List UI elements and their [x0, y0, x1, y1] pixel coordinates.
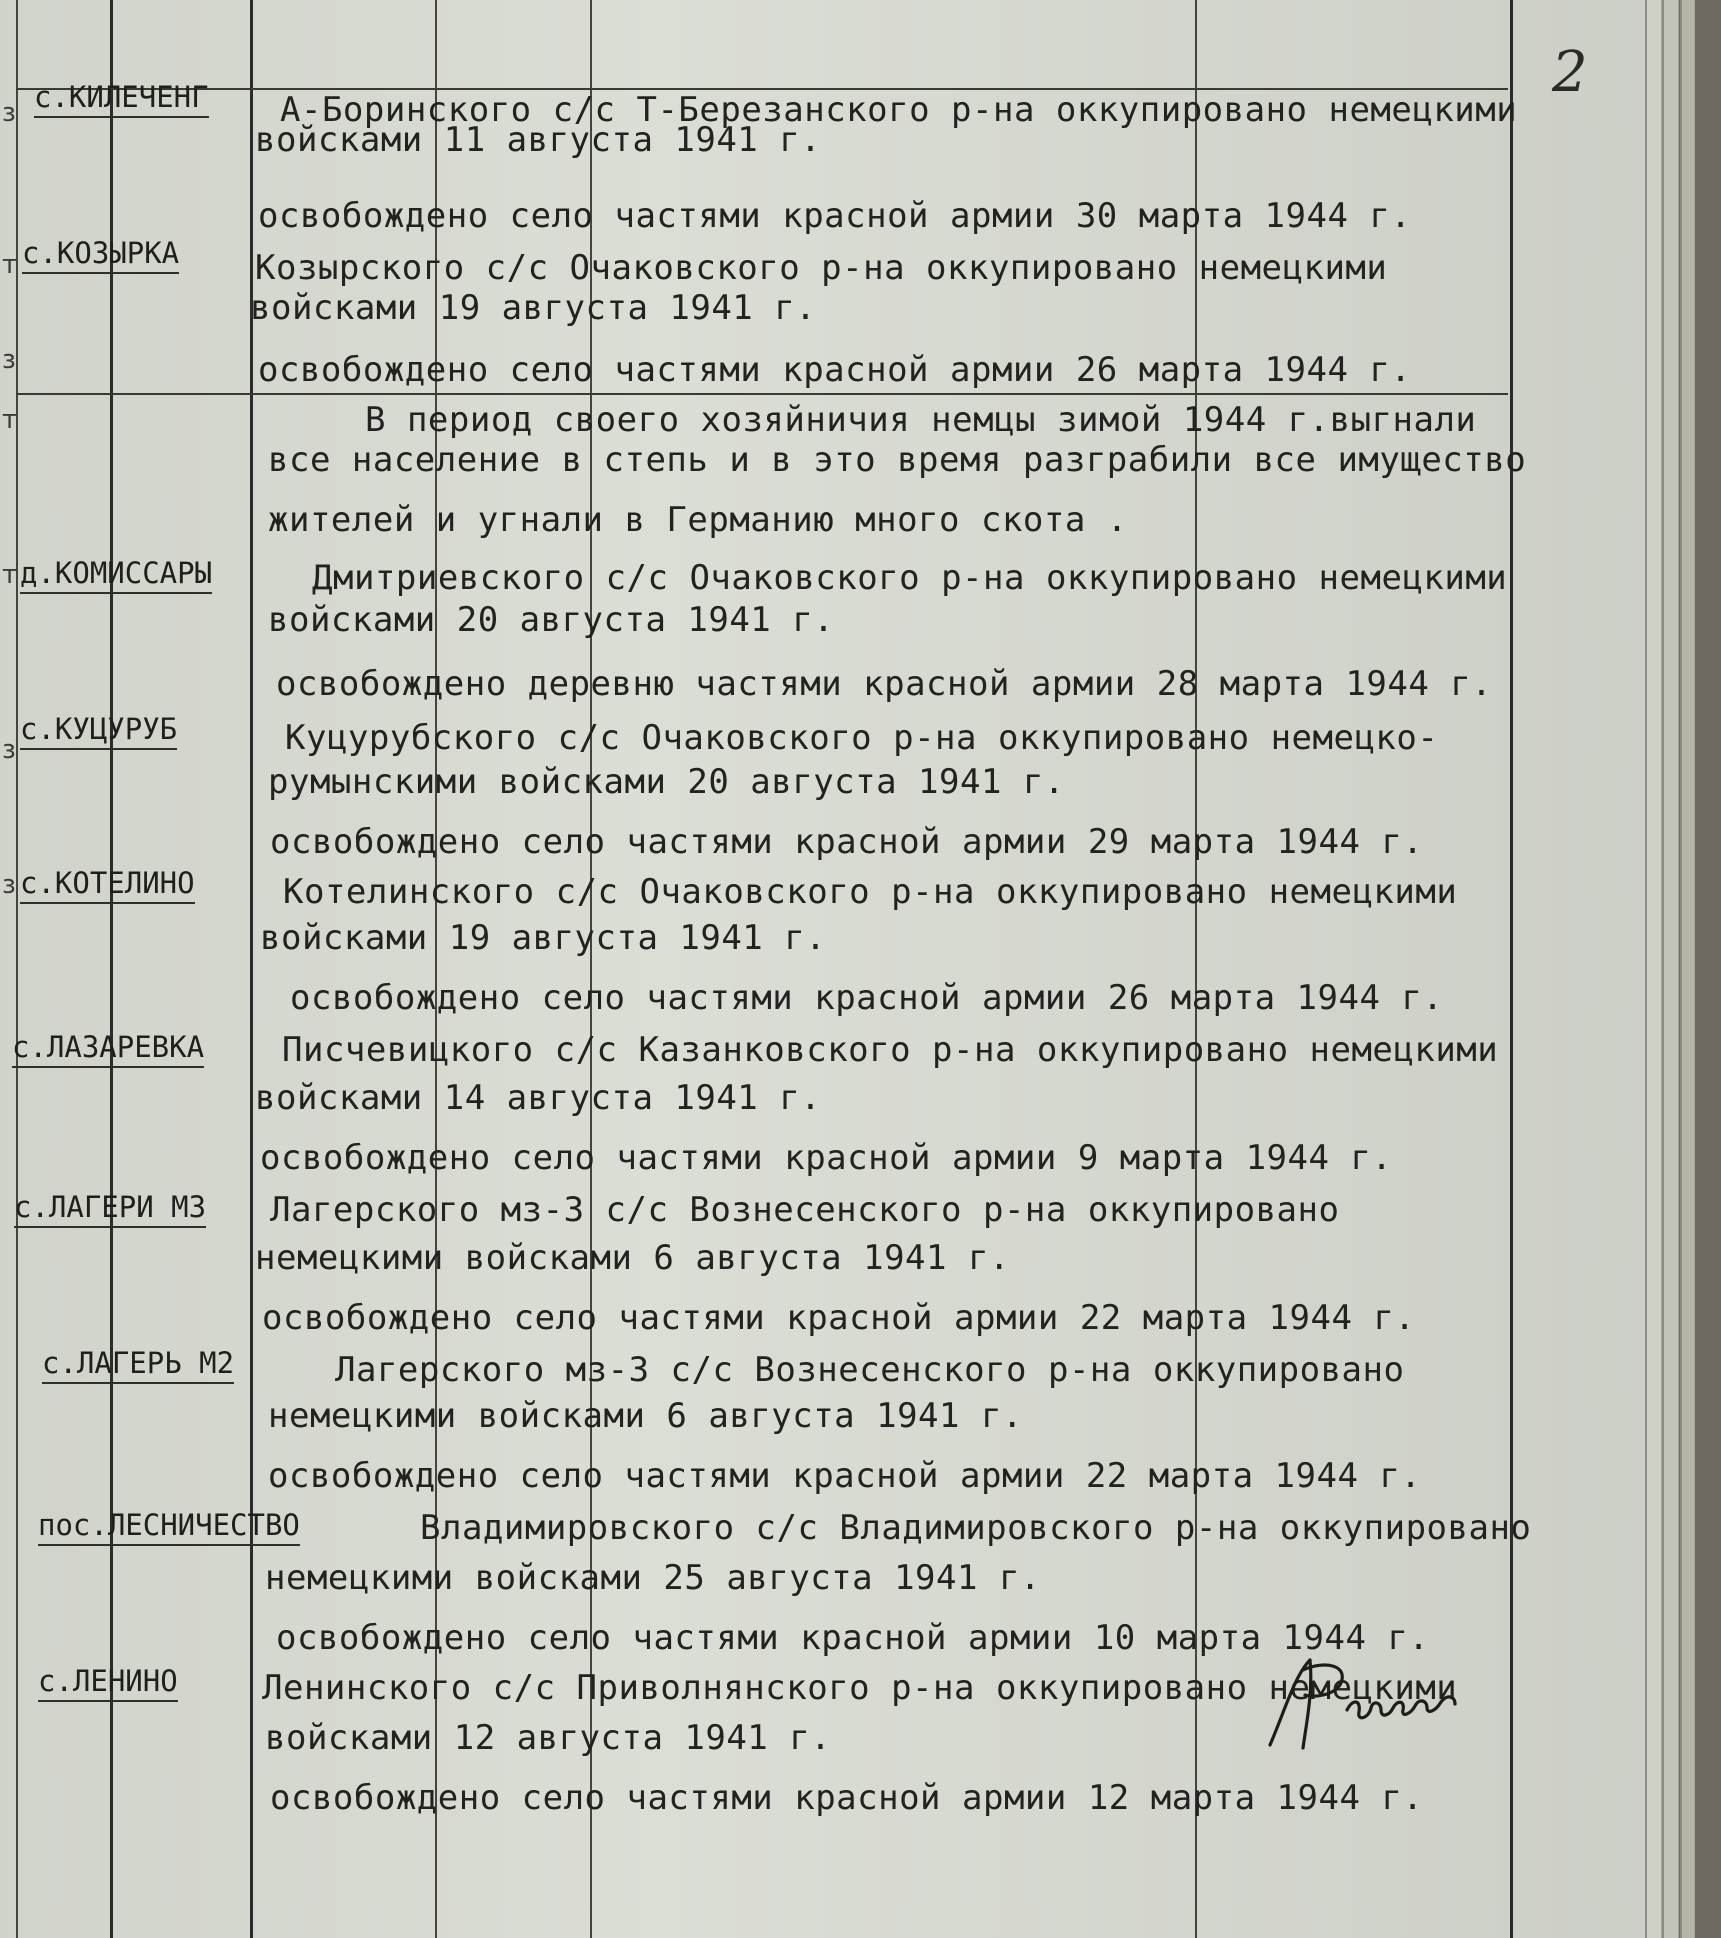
entry-line: освобождено деревню частями красной армии 28 марта 1944 г. [276, 664, 1493, 704]
section-rule [16, 393, 1508, 395]
margin-mark: з [2, 735, 16, 765]
note-line: все население в степь и в это время разграбили все имущество [268, 440, 1527, 480]
entry-line: освобождено село частями красной армии 26 марта 1944 г. [290, 978, 1444, 1018]
margin-mark: з [2, 870, 16, 900]
settlement-name: с.ЛАГЕРЬ М2 [42, 1346, 234, 1384]
entry-line: Козырского с/с Очаковского р-на оккупировано немецкими [255, 248, 1388, 288]
margin-mark: з [2, 345, 16, 375]
page-edge [1662, 0, 1679, 1938]
column-rule-1 [110, 0, 113, 1938]
settlement-name: с.ЛАГЕРИ МЗ [14, 1190, 206, 1228]
margin-mark: т [2, 250, 18, 280]
entry-line: немецкими войсками 6 августа 1941 г. [255, 1238, 1010, 1278]
entry-line: освобождено село частями красной армии 9 марта 1944 г. [260, 1138, 1393, 1178]
entry-line: Владимировского с/с Владимировского р-на оккупировано [420, 1508, 1532, 1548]
entry-line: войсками 14 августа 1941 г. [255, 1078, 822, 1118]
signature [1255, 1650, 1495, 1760]
entry-line: немецкими войсками 6 августа 1941 г. [268, 1396, 1023, 1436]
entry-line: войсками 12 августа 1941 г. [265, 1718, 832, 1758]
entry-line: Дмитриевского с/с Очаковского р-на оккупировано немецкими [312, 558, 1508, 598]
settlement-name: с.КИЛЕЧЕНГ [34, 80, 209, 118]
entry-line: войсками 11 августа 1941 г. [255, 120, 822, 160]
entry-line: войсками 19 августа 1941 г. [250, 288, 817, 328]
entry-line: освобождено село частями красной армии 30 марта 1944 г. [258, 196, 1412, 236]
entry-line: немецкими войсками 25 августа 1941 г. [265, 1558, 1041, 1598]
entry-line: освобождено село частями красной армии 10 марта 1944 г. [276, 1618, 1430, 1658]
entry-line: войсками 19 августа 1941 г. [260, 918, 827, 958]
note-line: жителей и угнали в Германию много скота . [268, 500, 1128, 540]
entry-line: освобождено село частями красной армии 29 марта 1944 г. [270, 822, 1424, 862]
entry-line: освобождено село частями красной армии 22 марта 1944 г. [262, 1298, 1416, 1338]
entry-line: освобождено село частями красной армии 26 марта 1944 г. [258, 350, 1412, 390]
entry-line: румынскими войсками 20 августа 1941 г. [268, 762, 1065, 802]
left-margin-rule [16, 0, 18, 1938]
entry-line: Ленинского с/с Приволнянского р-на оккупировано немецкими [262, 1668, 1458, 1708]
settlement-name: с.ЛЕНИНО [38, 1664, 178, 1702]
folio-number: 2 [1552, 40, 1588, 105]
entry-line: Лагерского мз-3 с/с Вознесенского р-на оккупировано [335, 1350, 1405, 1390]
entry-line: Куцурубского с/с Очаковского р-на оккупировано немецко- [285, 718, 1439, 758]
column-rule-6 [1510, 0, 1513, 1938]
entry-line: Лагерского мз-3 с/с Вознесенского р-на оккупировано [270, 1190, 1340, 1230]
entry-line: А-Боринского с/с Т-Березанского р-на оккупировано немецкими [280, 90, 1518, 130]
entry-line: освобождено село частями красной армии 12 марта 1944 г. [270, 1778, 1424, 1818]
entry-line: Писчевицкого с/с Казанковского р-на оккупировано немецкими [282, 1030, 1499, 1070]
settlement-name: д.КОМИССАРЫ [20, 556, 212, 594]
page-edge [1645, 0, 1662, 1938]
settlement-name: с.КУЦУРУБ [20, 712, 177, 750]
margin-mark: т [2, 405, 18, 435]
margin-mark: з [2, 98, 16, 128]
margin-mark: т [2, 560, 18, 590]
note-line: В период своего хозяйничия немцы зимой 1944 г.выгнали [365, 400, 1477, 440]
entry-line: освобождено село частями красной армии 22 марта 1944 г. [268, 1456, 1422, 1496]
settlement-name: с.КОЗЫРКА [22, 236, 179, 274]
entry-line: войсками 20 августа 1941 г. [268, 600, 835, 640]
entry-line: Котелинского с/с Очаковского р-на оккупировано немецкими [283, 872, 1458, 912]
settlement-name: с.ЛАЗАРЕВКА [12, 1030, 204, 1068]
page-edge [1680, 0, 1695, 1938]
settlement-name: пос.ЛЕСНИЧЕСТВО [38, 1508, 300, 1546]
settlement-name: с.КОТЕЛИНО [20, 866, 195, 904]
